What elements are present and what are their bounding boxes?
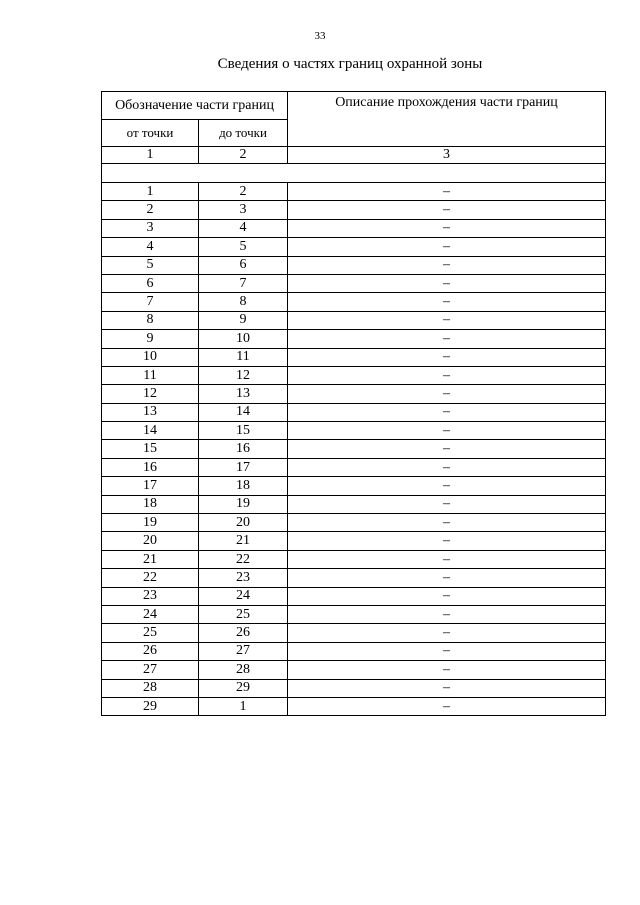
- from-cell: 29: [102, 697, 199, 715]
- to-cell: 16: [199, 440, 288, 458]
- description-cell: –: [288, 238, 606, 256]
- column-number: 3: [288, 147, 606, 164]
- to-cell: 29: [199, 679, 288, 697]
- from-cell: 13: [102, 403, 199, 421]
- description-cell: –: [288, 440, 606, 458]
- from-cell: 1: [102, 183, 199, 201]
- to-cell: 4: [199, 219, 288, 237]
- table-row: [102, 201, 606, 219]
- table-row: [102, 366, 606, 384]
- description-cell: –: [288, 274, 606, 292]
- from-cell: 25: [102, 624, 199, 642]
- from-cell: 10: [102, 348, 199, 366]
- table-row: [102, 440, 606, 458]
- to-cell: 13: [199, 385, 288, 403]
- table-row: [102, 569, 606, 587]
- table-row: [102, 697, 606, 715]
- to-cell: 6: [199, 256, 288, 274]
- table-row: [102, 330, 606, 348]
- description-cell: –: [288, 477, 606, 495]
- description-cell: –: [288, 256, 606, 274]
- to-cell: 10: [199, 330, 288, 348]
- description-cell: –: [288, 201, 606, 219]
- from-cell: 16: [102, 458, 199, 476]
- from-cell: 9: [102, 330, 199, 348]
- description-cell: –: [288, 422, 606, 440]
- description-cell: –: [288, 532, 606, 550]
- to-cell: 1: [199, 697, 288, 715]
- description-cell: –: [288, 514, 606, 532]
- boundary-parts-table: [101, 91, 606, 716]
- table-row: [102, 311, 606, 329]
- from-cell: 21: [102, 550, 199, 568]
- to-cell: 7: [199, 274, 288, 292]
- to-cell: 17: [199, 458, 288, 476]
- description-cell: –: [288, 697, 606, 715]
- table-row: [102, 514, 606, 532]
- table-row: [102, 642, 606, 660]
- from-cell: 23: [102, 587, 199, 605]
- column-number-row: [102, 147, 606, 164]
- from-cell: 19: [102, 514, 199, 532]
- description-cell: –: [288, 661, 606, 679]
- to-cell: 23: [199, 569, 288, 587]
- to-cell: 8: [199, 293, 288, 311]
- from-header: от точки: [102, 120, 199, 147]
- to-header: до точки: [199, 120, 288, 147]
- description-cell: –: [288, 569, 606, 587]
- from-cell: 18: [102, 495, 199, 513]
- from-cell: 12: [102, 385, 199, 403]
- group-header: Обозначение части границ: [102, 92, 288, 120]
- to-cell: 12: [199, 366, 288, 384]
- table-row: [102, 587, 606, 605]
- to-cell: 11: [199, 348, 288, 366]
- header-row: [102, 92, 606, 120]
- to-cell: 15: [199, 422, 288, 440]
- to-cell: 20: [199, 514, 288, 532]
- description-cell: –: [288, 587, 606, 605]
- description-cell: –: [288, 293, 606, 311]
- to-cell: 25: [199, 605, 288, 623]
- to-cell: 18: [199, 477, 288, 495]
- table-row: [102, 403, 606, 421]
- description-cell: –: [288, 642, 606, 660]
- description-cell: –: [288, 679, 606, 697]
- description-cell: –: [288, 605, 606, 623]
- table-row: [102, 422, 606, 440]
- from-cell: 26: [102, 642, 199, 660]
- table-row: [102, 274, 606, 292]
- description-cell: –: [288, 550, 606, 568]
- description-cell: –: [288, 624, 606, 642]
- table-row: [102, 238, 606, 256]
- to-cell: 28: [199, 661, 288, 679]
- from-cell: 2: [102, 201, 199, 219]
- description-cell: –: [288, 495, 606, 513]
- table-row: [102, 348, 606, 366]
- column-number: 2: [199, 147, 288, 164]
- table-row: [102, 679, 606, 697]
- table-row: [102, 605, 606, 623]
- table-row: [102, 256, 606, 274]
- description-cell: –: [288, 183, 606, 201]
- from-cell: 7: [102, 293, 199, 311]
- description-cell: –: [288, 458, 606, 476]
- to-cell: 22: [199, 550, 288, 568]
- to-cell: 14: [199, 403, 288, 421]
- from-cell: 11: [102, 366, 199, 384]
- table-row: [102, 477, 606, 495]
- page-title: Сведения о частях границ охранной зоны: [217, 56, 483, 72]
- table-row: [102, 532, 606, 550]
- description-cell: –: [288, 311, 606, 329]
- from-cell: 22: [102, 569, 199, 587]
- table-row: [102, 550, 606, 568]
- to-cell: 3: [199, 201, 288, 219]
- from-cell: 28: [102, 679, 199, 697]
- table-row: [102, 624, 606, 642]
- description-cell: –: [288, 403, 606, 421]
- from-cell: 4: [102, 238, 199, 256]
- page-number: 33: [314, 30, 326, 42]
- description-cell: –: [288, 385, 606, 403]
- blank-cell: [102, 164, 606, 183]
- from-cell: 24: [102, 605, 199, 623]
- to-cell: 27: [199, 642, 288, 660]
- description-cell: –: [288, 219, 606, 237]
- table-row: [102, 183, 606, 201]
- to-cell: 2: [199, 183, 288, 201]
- table-row: [102, 385, 606, 403]
- description-cell: –: [288, 348, 606, 366]
- from-cell: 3: [102, 219, 199, 237]
- table-row: [102, 661, 606, 679]
- from-cell: 14: [102, 422, 199, 440]
- column-number: 1: [102, 147, 199, 164]
- table-row: [102, 219, 606, 237]
- from-cell: 15: [102, 440, 199, 458]
- to-cell: 5: [199, 238, 288, 256]
- table-row: [102, 495, 606, 513]
- blank-row: [102, 164, 606, 183]
- from-cell: 5: [102, 256, 199, 274]
- from-cell: 6: [102, 274, 199, 292]
- description-cell: –: [288, 330, 606, 348]
- from-cell: 20: [102, 532, 199, 550]
- from-cell: 27: [102, 661, 199, 679]
- to-cell: 19: [199, 495, 288, 513]
- to-cell: 9: [199, 311, 288, 329]
- to-cell: 26: [199, 624, 288, 642]
- to-cell: 21: [199, 532, 288, 550]
- to-cell: 24: [199, 587, 288, 605]
- table-row: [102, 458, 606, 476]
- description-header: Описание прохождения части границ: [288, 92, 606, 147]
- from-cell: 8: [102, 311, 199, 329]
- table-row: [102, 293, 606, 311]
- from-cell: 17: [102, 477, 199, 495]
- description-cell: –: [288, 366, 606, 384]
